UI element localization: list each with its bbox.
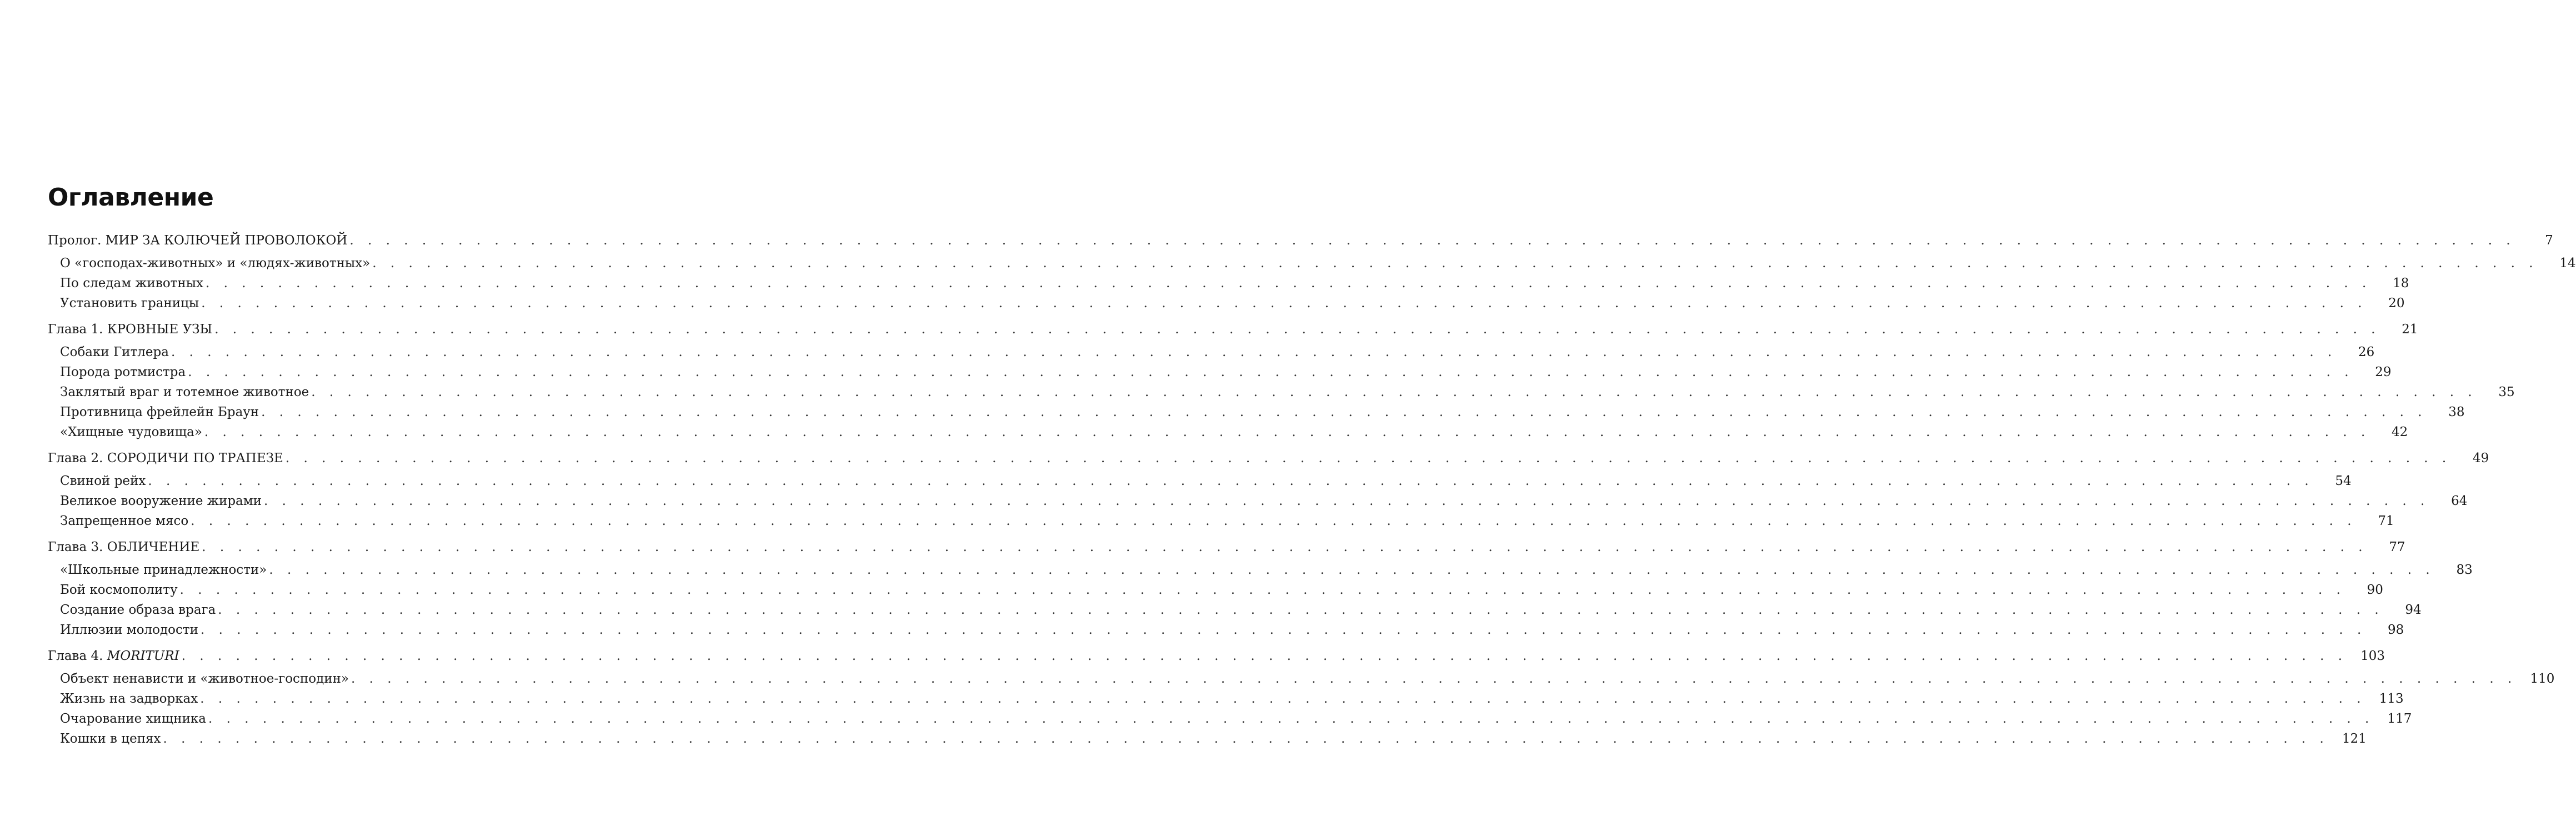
page-number: 18 [2393, 276, 2409, 291]
subsection-title [60, 474, 146, 488]
page-number: 35 [2498, 385, 2515, 399]
subsection-title [60, 603, 216, 617]
toc-subsection-entry [48, 494, 2468, 514]
toc-subsection-entry [48, 692, 2404, 712]
entry-label-text: О «господах-животных» и «людях-животных» [60, 256, 371, 271]
toc-section [48, 233, 2576, 316]
page-number: 117 [2387, 712, 2412, 726]
entry-label-text: Иллюзии молодости [60, 623, 198, 637]
entry-label-text: Запрещенное мясо [60, 514, 189, 528]
subsection-title [60, 345, 169, 359]
dot-leader: . . . . . . . . . . . . . . . . . . . . . . . . . . . . . . . . . . . . . . . . . . . . . . . . . . . . . . . . . . . . . . . . . . . . . . . . . . . . . . . . . . . . . . . . . . . . . . . . . . . . . . . . . . . . . . . . . . . . . . . . [181, 649, 2348, 663]
subsection-title [60, 692, 198, 706]
toc-subsection-entry [48, 672, 2555, 692]
dot-leader: . . . . . . . . . . . . . . . . . . . . . . . . . . . . . . . . . . . . . . . . . . . . . . . . . . . . . . . . . . . . . . . . . . . . . . . . . . . . . . . . . . . . . . . . . . . . . . . . . . . . . . . . . . . . . . . . . . . . . . . . [200, 692, 2366, 706]
subsection-title [60, 563, 267, 577]
toc-subsection-entry [48, 623, 2404, 643]
subsection-title [60, 583, 178, 597]
subsection-title [60, 425, 202, 439]
page-number: 90 [2367, 583, 2383, 597]
dot-leader: . . . . . . . . . . . . . . . . . . . . . . . . . . . . . . . . . . . . . . . . . . . . . . . . . . . . . . . . . . . . . . . . . . . . . . . . . . . . . . . . . . . . . . . . . . . . . . . . . . . . . . . . . . . . . . . . . . . . . . . . [191, 514, 2357, 528]
dot-leader: . . . . . . . . . . . . . . . . . . . . . . . . . . . . . . . . . . . . . . . . . . . . . . . . . . . . . . . . . . . . . . . . . . . . . . . . . . . . . . . . . . . . . . . . . . . . . . . . . . . . . . . . . . . . . . . . . . . . . . . . [349, 233, 2515, 248]
toc-subsection-entry [48, 474, 2352, 494]
page-number: 14 [2559, 256, 2576, 271]
page-number: 42 [2391, 425, 2408, 439]
dot-leader: . . . . . . . . . . . . . . . . . . . . . . . . . . . . . . . . . . . . . . . . . . . . . . . . . . . . . . . . . . . . . . . . . . . . . . . . . . . . . . . . . . . . . . . . . . . . . . . . . . . . . . . . . . . . . . . . . . . . . . . . [206, 276, 2372, 291]
dot-leader: . . . . . . . . . . . . . . . . . . . . . . . . . . . . . . . . . . . . . . . . . . . . . . . . . . . . . . . . . . . . . . . . . . . . . . . . . . . . . . . . . . . . . . . . . . . . . . . . . . . . . . . . . . . . . . . . . . . . . . . . [163, 732, 2329, 746]
toc-subsection-entry [48, 296, 2405, 316]
chapter-title [48, 233, 347, 248]
toc-subsection-entry [48, 514, 2394, 534]
subsection-title [60, 494, 262, 508]
toc-chapter-entry [48, 540, 2405, 563]
page-number: 113 [2379, 692, 2404, 706]
entry-label-text: Бой космополиту [60, 583, 178, 597]
dot-leader: . . . . . . . . . . . . . . . . . . . . . . . . . . . . . . . . . . . . . . . . . . . . . . . . . . . . . . . . . . . . . . . . . . . . . . . . . . . . . . . . . . . . . . . . . . . . . . . . . . . . . . . . . . . . . . . . . . . . . . . . [148, 474, 2314, 488]
entry-label-text: Кошки в цепях [60, 732, 161, 746]
entry-label-text: Пролог. МИР ЗА КОЛЮЧЕЙ ПРОВОЛОКОЙ [48, 233, 348, 248]
dot-leader: . . . . . . . . . . . . . . . . . . . . . . . . . . . . . . . . . . . . . . . . . . . . . . . . . . . . . . . . . . . . . . . . . . . . . . . . . . . . . . . . . . . . . . . . . . . . . . . . . . . . . . . . . . . . . . . . . . . . . . . . [351, 672, 2517, 686]
toc-section [48, 540, 2473, 643]
dot-leader: . . . . . . . . . . . . . . . . . . . . . . . . . . . . . . . . . . . . . . . . . . . . . . . . . . . . . . . . . . . . . . . . . . . . . . . . . . . . . . . . . . . . . . . . . . . . . . . . . . . . . . . . . . . . . . . . . . . . . . . . [201, 296, 2367, 311]
dot-leader: . . . . . . . . . . . . . . . . . . . . . . . . . . . . . . . . . . . . . . . . . . . . . . . . . . . . . . . . . . . . . . . . . . . . . . . . . . . . . . . . . . . . . . . . . . . . . . . . . . . . . . . . . . . . . . . . . . . . . . . . [264, 494, 2430, 508]
subsection-title [60, 514, 188, 528]
page-number: 121 [2342, 732, 2367, 746]
dot-leader: . . . . . . . . . . . . . . . . . . . . . . . . . . . . . . . . . . . . . . . . . . . . . . . . . . . . . . . . . . . . . . . . . . . . . . . . . . . . . . . . . . . . . . . . . . . . . . . . . . . . . . . . . . . . . . . . . . . . . . . . [214, 322, 2380, 337]
page-number: 29 [2375, 365, 2392, 379]
page-number: 26 [2358, 345, 2375, 359]
entry-label-text: «Хищные чудовища» [60, 425, 202, 439]
entry-label-text: Создание образа врага [60, 603, 216, 617]
page-number: 38 [2448, 405, 2465, 419]
toc-subsection-entry [48, 712, 2412, 732]
entry-label-text: Глава 1. КРОВНЫЕ УЗЫ [48, 322, 213, 337]
subsection-title [60, 405, 259, 419]
toc-subsection-entry [48, 405, 2465, 425]
entry-label-text: Глава 3. ОБЛИЧЕНИЕ [48, 540, 200, 554]
toc-subsection-entry [48, 345, 2375, 365]
toc-chapter-entry [48, 451, 2489, 474]
toc-subsection-entry [48, 276, 2409, 296]
entry-label-text: Объект ненависти и «животное-господин» [60, 672, 349, 686]
toc-subsection-entry [48, 563, 2473, 583]
toc-section [48, 322, 2515, 445]
entry-label-text: Глава 4. [48, 649, 107, 663]
chapter-title [48, 540, 199, 554]
subsection-title [60, 385, 309, 399]
dot-leader: . . . . . . . . . . . . . . . . . . . . . . . . . . . . . . . . . . . . . . . . . . . . . . . . . . . . . . . . . . . . . . . . . . . . . . . . . . . . . . . . . . . . . . . . . . . . . . . . . . . . . . . . . . . . . . . . . . . . . . . . [285, 451, 2452, 465]
entry-label-text: Противница фрейлейн Браун [60, 405, 259, 419]
toc-subsection-entry [48, 256, 2576, 276]
toc-section [48, 451, 2489, 534]
subsection-title [60, 732, 161, 746]
dot-leader: . . . . . . . . . . . . . . . . . . . . . . . . . . . . . . . . . . . . . . . . . . . . . . . . . . . . . . . . . . . . . . . . . . . . . . . . . . . . . . . . . . . . . . . . . . . . . . . . . . . . . . . . . . . . . . . . . . . . . . . . [208, 712, 2374, 726]
page-number: 83 [2456, 563, 2473, 577]
entry-label-text: Свиной рейх [60, 474, 146, 488]
dot-leader: . . . . . . . . . . . . . . . . . . . . . . . . . . . . . . . . . . . . . . . . . . . . . . . . . . . . . . . . . . . . . . . . . . . . . . . . . . . . . . . . . . . . . . . . . . . . . . . . . . . . . . . . . . . . . . . . . . . . . . . . [269, 563, 2435, 577]
page-number: 21 [2402, 322, 2418, 337]
page-number: 103 [2360, 649, 2385, 663]
subsection-title [60, 623, 198, 637]
entry-label-text: По следам животных [60, 276, 204, 291]
dot-leader: . . . . . . . . . . . . . . . . . . . . . . . . . . . . . . . . . . . . . . . . . . . . . . . . . . . . . . . . . . . . . . . . . . . . . . . . . . . . . . . . . . . . . . . . . . . . . . . . . . . . . . . . . . . . . . . . . . . . . . . . [261, 405, 2427, 419]
page-number: 77 [2389, 540, 2405, 554]
toc-chapter-entry [48, 233, 2553, 256]
entry-label-text: Глава 2. СОРОДИЧИ ПО ТРАПЕЗЕ [48, 451, 283, 465]
dot-leader: . . . . . . . . . . . . . . . . . . . . . . . . . . . . . . . . . . . . . . . . . . . . . . . . . . . . . . . . . . . . . . . . . . . . . . . . . . . . . . . . . . . . . . . . . . . . . . . . . . . . . . . . . . . . . . . . . . . . . . . . [179, 583, 2345, 597]
subsection-title [60, 296, 199, 311]
chapter-title [48, 322, 212, 337]
dot-leader: . . . . . . . . . . . . . . . . . . . . . . . . . . . . . . . . . . . . . . . . . . . . . . . . . . . . . . . . . . . . . . . . . . . . . . . . . . . . . . . . . . . . . . . . . . . . . . . . . . . . . . . . . . . . . . . . . . . . . . . . [171, 345, 2337, 359]
dot-leader: . . . . . . . . . . . . . . . . . . . . . . . . . . . . . . . . . . . . . . . . . . . . . . . . . . . . . . . . . . . . . . . . . . . . . . . . . . . . . . . . . . . . . . . . . . . . . . . . . . . . . . . . . . . . . . . . . . . . . . . . [202, 540, 2368, 554]
page-number: 110 [2530, 672, 2555, 686]
entry-label-text: Очарование хищника [60, 712, 207, 726]
chapter-title [48, 649, 179, 663]
subsection-title [60, 672, 349, 686]
page-number: 54 [2335, 474, 2352, 488]
subsection-title [60, 365, 186, 379]
chapter-title [48, 451, 283, 465]
page-number: 98 [2388, 623, 2404, 637]
toc-chapter-entry [48, 649, 2385, 672]
entry-label-text: «Школьные принадлежности» [60, 563, 267, 577]
toc-section [48, 649, 2555, 752]
dot-leader: . . . . . . . . . . . . . . . . . . . . . . . . . . . . . . . . . . . . . . . . . . . . . . . . . . . . . . . . . . . . . . . . . . . . . . . . . . . . . . . . . . . . . . . . . . . . . . . . . . . . . . . . . . . . . . . . . . . . . . . . [200, 623, 2367, 637]
dot-leader: . . . . . . . . . . . . . . . . . . . . . . . . . . . . . . . . . . . . . . . . . . . . . . . . . . . . . . . . . . . . . . . . . . . . . . . . . . . . . . . . . . . . . . . . . . . . . . . . . . . . . . . . . . . . . . . . . . . . . . . . [188, 365, 2354, 379]
page-title: Оглавление [48, 183, 214, 212]
dot-leader: . . . . . . . . . . . . . . . . . . . . . . . . . . . . . . . . . . . . . . . . . . . . . . . . . . . . . . . . . . . . . . . . . . . . . . . . . . . . . . . . . . . . . . . . . . . . . . . . . . . . . . . . . . . . . . . . . . . . . . . . [204, 425, 2370, 439]
toc-subsection-entry [48, 583, 2383, 603]
toc-subsection-entry [48, 425, 2408, 445]
page-number: 49 [2472, 451, 2489, 465]
toc-subsection-entry [48, 385, 2515, 405]
subsection-title [60, 276, 203, 291]
entry-label-text: Заклятый враг и тотемное животное [60, 385, 309, 399]
toc-subsection-entry [48, 603, 2422, 623]
page-number: 7 [2545, 233, 2553, 248]
toc-subsection-entry [48, 732, 2367, 752]
entry-label-text: Собаки Гитлера [60, 345, 169, 359]
entry-label-italic: MORITURI [107, 649, 179, 663]
page-number: 94 [2405, 603, 2422, 617]
entry-label-text: Жизнь на задворках [60, 692, 198, 706]
entry-label-text: Порода ротмистра [60, 365, 186, 379]
entry-label-text: Установить границы [60, 296, 199, 311]
page-number: 20 [2388, 296, 2405, 311]
dot-leader: . . . . . . . . . . . . . . . . . . . . . . . . . . . . . . . . . . . . . . . . . . . . . . . . . . . . . . . . . . . . . . . . . . . . . . . . . . . . . . . . . . . . . . . . . . . . . . . . . . . . . . . . . . . . . . . . . . . . . . . . [311, 385, 2477, 399]
subsection-title [60, 256, 370, 271]
entry-label-text: Великое вооружение жирами [60, 494, 262, 508]
page-number: 64 [2451, 494, 2468, 508]
dot-leader: . . . . . . . . . . . . . . . . . . . . . . . . . . . . . . . . . . . . . . . . . . . . . . . . . . . . . . . . . . . . . . . . . . . . . . . . . . . . . . . . . . . . . . . . . . . . . . . . . . . . . . . . . . . . . . . . . . . . . . . . [218, 603, 2384, 617]
table-of-contents [48, 233, 2576, 758]
page-number: 71 [2378, 514, 2394, 528]
dot-leader: . . . . . . . . . . . . . . . . . . . . . . . . . . . . . . . . . . . . . . . . . . . . . . . . . . . . . . . . . . . . . . . . . . . . . . . . . . . . . . . . . . . . . . . . . . . . . . . . . . . . . . . . . . . . . . . . . . . . . . . . [372, 256, 2538, 271]
toc-chapter-entry [48, 322, 2418, 345]
toc-subsection-entry [48, 365, 2392, 385]
subsection-title [60, 712, 206, 726]
